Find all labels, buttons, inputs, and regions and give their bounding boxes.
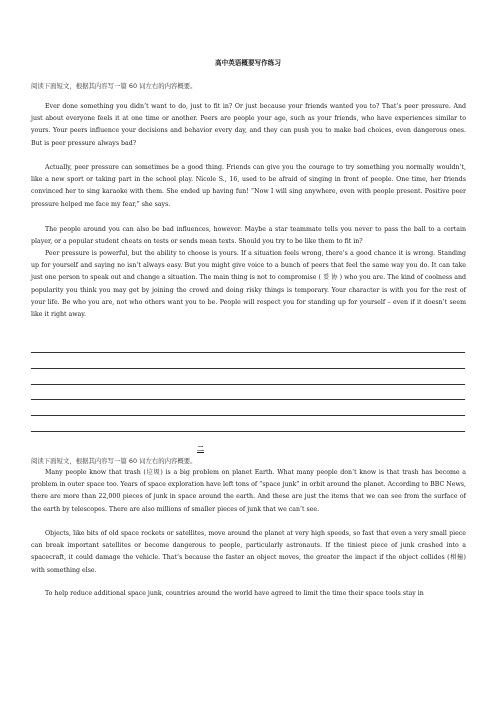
answer-line[interactable] — [31, 431, 465, 432]
section2-paragraph-3: To help reduce additional space junk, countries around the world have agreed to limit the time their space tools stay in — [45, 590, 424, 597]
section1-paragraph-2: Actually, peer pressure can sometimes be a good thing. Friends can give you the courage to try something you normally wouldn’t, like a new sport or taking part in the school play. Nicole S., 16, used to be afraid of singing in front of people. One time, her friends convinced her to sing karaoke with them. She ended up having fun! “Now I will sing anywhere, even with people present. Positive peer pressure helped me face my fear,” she says. — [31, 164, 466, 208]
answer-line[interactable] — [31, 384, 465, 385]
section2-instruction: 阅读下面短文，根据其内容写一篇 60 词左右的内容概要。 — [31, 457, 197, 465]
section1-instruction: 阅读下面短文，根据其内容写一篇 60 词左右的内容概要。 — [31, 82, 197, 90]
section2-paragraph-1: Many people know that trash (垃圾) is a big problem on planet Earth. What many people don’t know is that trash has become a problem in outer space too. Years of space exploration have left tons of “space junk” in orbit around the planet. According to BBC News, there are more than 22,000 pieces of junk in space around the earth. And these are just the items that we can see from the surface of the earth by telescopes. There are also millions of smaller pieces of junk that we can’t see. — [31, 469, 466, 513]
answer-line[interactable] — [31, 415, 465, 416]
answer-line[interactable] — [31, 368, 465, 369]
answer-line[interactable] — [31, 399, 465, 400]
section1-paragraph-3: The people around you can also be bad influences, however. Maybe a star teammate tells you never to pass the ball to a certain player, or a popular student cheats on tests or sends mean texts. Should you try to be like them to fit in? — [31, 226, 466, 246]
section2-paragraph-2: Objects, like bits of old space rockets or satellites, move around the planet at very high speeds, so fast that even a very small piece can break important satellites or become dangerous to people, particularly astronauts. If the tiniest piece of junk crashed into a spacecraft, it could damage the vehicle. That’s because the faster an object moves, the greater the impact if the object collides (相撞) with something else. — [31, 530, 466, 574]
answer-lines[interactable] — [31, 352, 465, 447]
page-title: 高中英语概要写作练习 — [215, 59, 281, 67]
answer-line[interactable] — [31, 352, 465, 353]
section1-paragraph-4: Peer pressure is powerful, but the ability to choose is yours. If a situation feels wrong, there’s a good chance it is wrong. Standing up for yourself and saying no isn’t always easy. But you might give voice to a bunch of peers that feel the same way you do. It can take just one person to speak out and change a situation. The main thing is not to compromise ( 妥 协 ) who you are. The kind of coolness and popularity you think you may get by joining the crowd and doing risky things is temporary. Your character is with you for the rest of your life. Be who you are, not who others want you to be. People will respect you for standing up for yourself – even if it doesn’t seem like it right away. — [31, 250, 466, 319]
section1-paragraph-1: Ever done something you didn’t want to do, just to fit in? Or just because your friends wanted you to? That’s peer pressure. And just about everyone feels it at one time or another. Peers are people your age, such as your friends, who have experiences similar to yours. Your peers influence your decisions and behavior every day, and they can push you to make bad choices, even dangerous ones. But is peer pressure always bad? — [31, 103, 466, 147]
section2-mark: 二 — [197, 445, 204, 453]
